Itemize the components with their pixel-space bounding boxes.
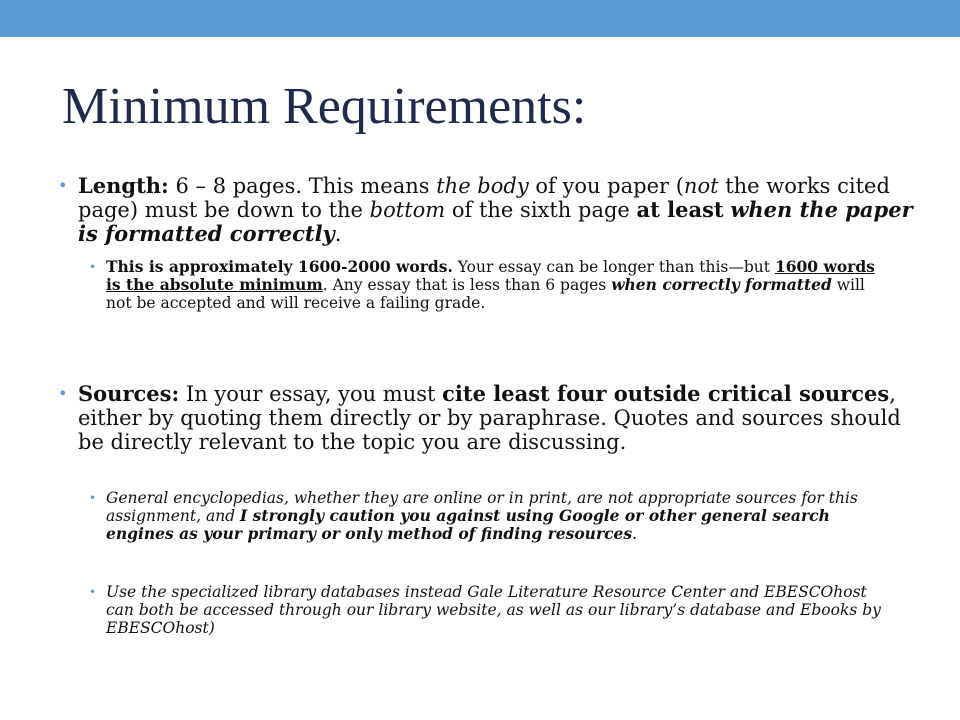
- top-accent-bar: [0, 0, 960, 37]
- bullet-marker: •: [89, 491, 97, 505]
- bullet-sources: • Sources: In your essay, you must cite least four outside critical sources, either by quoting them directly or by paraphrase. Quotes and sources should be directly relevant to the topic you are discussing.: [58, 381, 901, 454]
- sub-bullet-encyclopedias: • General encyclopedias, whether they are online or in print, are not appropriate sources for this assignment, and I strongly caution you against using Google or other general search engines as your primary or only method of finding resources.: [89, 489, 858, 543]
- bullet-marker: •: [58, 384, 68, 403]
- bullet-marker: •: [58, 176, 68, 195]
- minimum-words-emphasis: 1600 words is the absolute minimum: [106, 257, 875, 294]
- bullet-marker: •: [89, 585, 97, 599]
- sub-bullet-word-count: • This is approximately 1600-2000 words. Your essay can be longer than this—but 1600 words is the absolute minimum. Any essay that is less than 6 pages when correctly formatted will not be accepted and will receive a failing grade.: [89, 257, 875, 312]
- sources-label: Sources:: [78, 381, 180, 406]
- sub-bullet-library-databases: • Use the specialized library databases instead Gale Literature Resource Center and EBESCOhost can both be accessed through our library website, as well as our library’s database and Ebooks by EBESCOhost): [89, 583, 881, 637]
- bullet-marker: •: [89, 260, 97, 274]
- slide-title: Minimum Requirements:: [62, 78, 587, 135]
- bullet-length: • Length: 6 – 8 pages. This means the body of you paper (not the works cited page) must be down to the bottom of the sixth page at least when the paper is formatted correctly.: [58, 173, 913, 246]
- length-label: Length:: [78, 173, 169, 198]
